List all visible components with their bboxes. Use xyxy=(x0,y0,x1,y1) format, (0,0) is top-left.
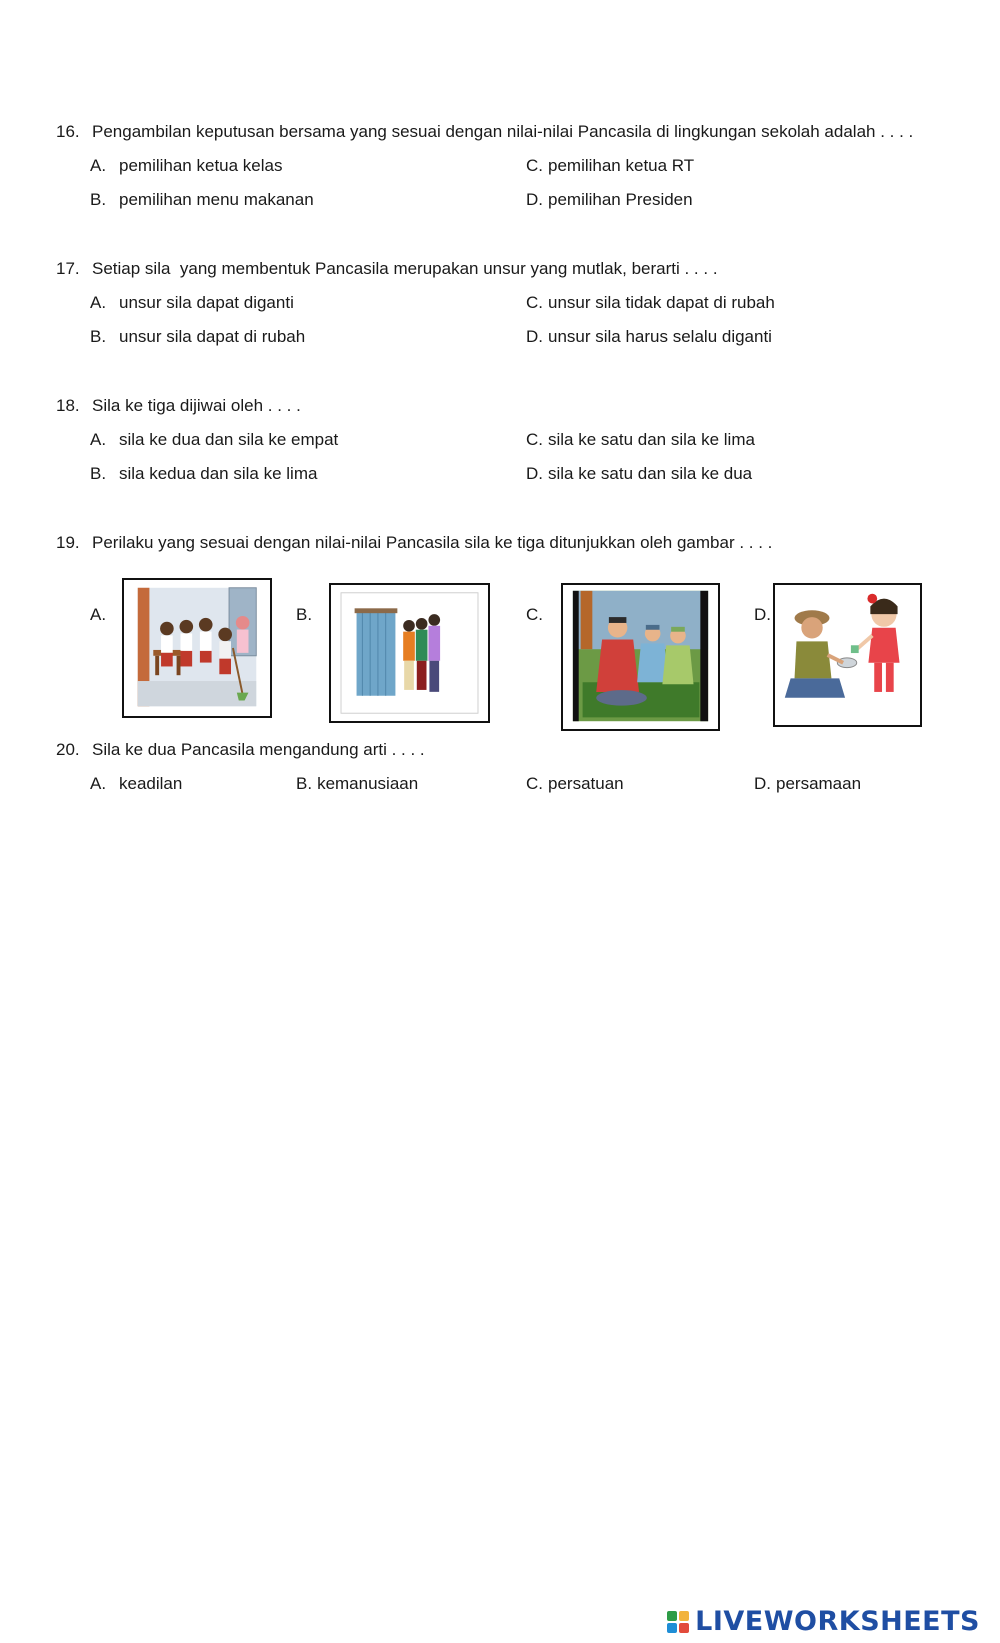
option-16b[interactable]: B. pemilihan menu makanan xyxy=(90,190,314,209)
question-19 xyxy=(56,533,772,553)
girl-giving-to-beggar-illustration xyxy=(775,585,920,725)
question-number: 20. xyxy=(56,740,80,759)
option-17d[interactable]: D. unsur sila harus selalu diganti xyxy=(526,327,772,346)
option-18b[interactable]: B. sila kedua dan sila ke lima xyxy=(90,464,318,483)
option-17c[interactable]: C. unsur sila tidak dapat di rubah xyxy=(526,293,775,312)
option-18a[interactable]: A. sila ke dua dan sila ke empat xyxy=(90,430,339,449)
question-text: Perilaku yang sesuai dengan nilai-nilai Pancasila sila ke tiga ditunjukkan oleh gambar . . . . xyxy=(92,533,773,552)
option-19b-letter: B. xyxy=(296,605,313,624)
option-19b-image[interactable] xyxy=(329,583,490,723)
question-18 xyxy=(56,396,301,416)
option-20c[interactable]: C. persatuan xyxy=(526,774,624,793)
option-19a-image[interactable] xyxy=(122,578,272,718)
people-praying-together-illustration xyxy=(563,585,718,729)
question-17 xyxy=(56,259,718,279)
option-17a[interactable]: A. unsur sila dapat diganti xyxy=(90,293,294,312)
option-16a[interactable]: A. pemilihan ketua kelas xyxy=(90,156,283,175)
question-number: 16. xyxy=(56,122,80,141)
question-text: Sila ke tiga dijiwai oleh . . . . xyxy=(92,396,301,415)
option-18d[interactable]: D. sila ke satu dan sila ke dua xyxy=(526,464,753,483)
question-number: 17. xyxy=(56,259,80,278)
question-text: Pengambilan keputusan bersama yang sesuai dengan nilai-nilai Pancasila di lingkungan sekolah adalah . . . . xyxy=(92,122,914,141)
option-16d[interactable]: D. pemilihan Presiden xyxy=(526,190,693,209)
question-number: 19. xyxy=(56,533,80,552)
option-17b[interactable]: B. unsur sila dapat di rubah xyxy=(90,327,306,346)
option-19d-letter: D. xyxy=(754,605,771,624)
brand-name: LIVEWORKSHEETS xyxy=(695,1606,980,1637)
question-text: Sila ke dua Pancasila mengandung arti . . . . xyxy=(92,740,425,759)
question-number: 18. xyxy=(56,396,80,415)
option-20d[interactable]: D. persamaan xyxy=(754,774,862,793)
option-19c-image[interactable] xyxy=(561,583,720,731)
liveworksheets-logo-icon xyxy=(667,1611,689,1633)
people-queuing-at-voting-booth-illustration xyxy=(331,585,488,721)
option-19a-letter: A. xyxy=(90,605,107,624)
option-18c[interactable]: C. sila ke satu dan sila ke lima xyxy=(526,430,755,449)
question-20 xyxy=(56,740,425,760)
question-text: Setiap sila yang membentuk Pancasila merupakan unsur yang mutlak, berarti . . . . xyxy=(92,259,718,278)
option-19c-letter: C. xyxy=(526,605,543,624)
option-20b[interactable]: B. kemanusiaan xyxy=(296,774,419,793)
liveworksheets-logo[interactable] xyxy=(667,1606,980,1637)
students-cleaning-classroom-illustration xyxy=(124,580,270,716)
option-20a[interactable]: A. keadilan xyxy=(90,774,183,793)
option-19d-image[interactable] xyxy=(773,583,922,727)
option-16c[interactable]: C. pemilihan ketua RT xyxy=(526,156,695,175)
question-16 xyxy=(56,122,913,142)
